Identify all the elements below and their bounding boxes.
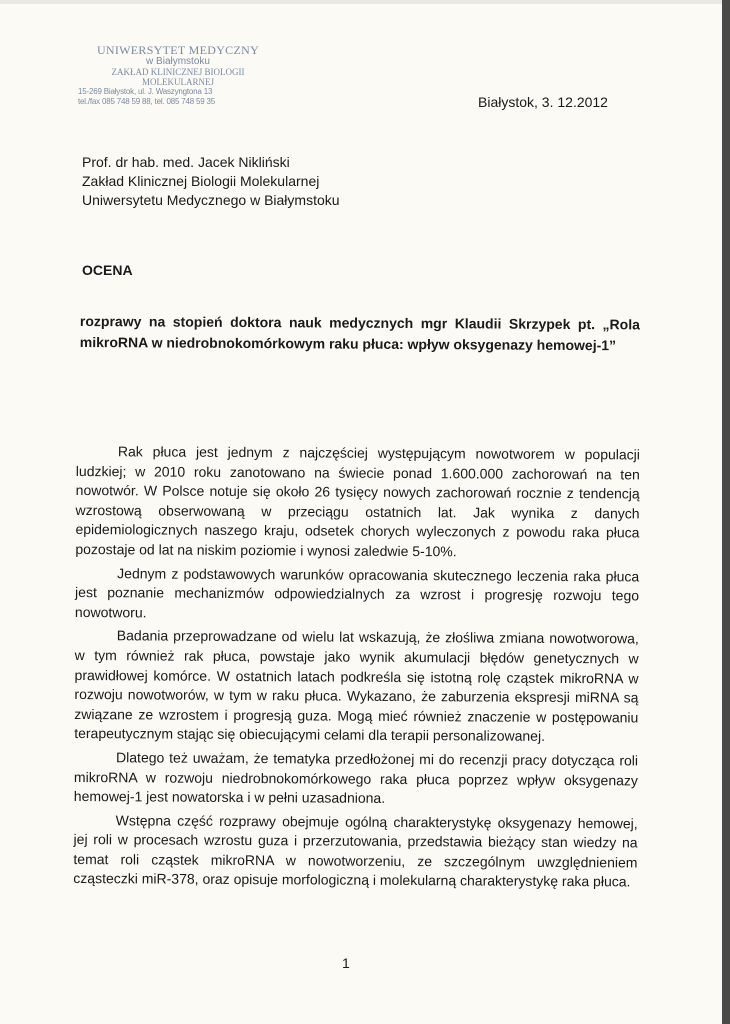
stamp-university: UNIWERSYTET MEDYCZNY <box>96 43 260 57</box>
institution-stamp <box>78 44 278 107</box>
recipient-block <box>82 153 340 210</box>
stamp-department: ZAKŁAD KLINICZNEJ BIOLOGII <box>111 67 245 77</box>
document-heading: OCENA <box>82 262 133 278</box>
recipient-department: Zakład Klinicznej Biologii Molekularnej <box>82 173 320 189</box>
stamp-address: 15-269 Białystok, ul. J. Waszyngtona 13 <box>78 87 213 96</box>
paragraph: Rak płuca jest jednym z najczęściej występującym nowotworem w populacji ludzkiej; w 2010 roku zanotowano na świecie ponad 1.600.000 zachorowań na ten nowotwór. W Polsce notuje się około 26 tysięcy nowych zachorowań rocznie z tendencją wzrostową obserwowaną w przeciągu ostatnich lat. Jak wynika z danych epidemiologicznych naszego kraju, odsetek chorych wyleczonych z powodu raka płuca pozostaje od lat na niskim poziomie i wynosi zaledwie 5-10%. <box>75 443 640 560</box>
recipient-name: Prof. dr hab. med. Jacek Nikliński <box>82 154 290 170</box>
document-subject: rozprawy na stopień doktora nauk medycznych mgr Klaudii Skrzypek pt. „Rola mikroRNA w niedrobnokomórkowym raku płuca: wpływ oksygenazy hemowej-1” <box>79 312 640 354</box>
scan-top-edge <box>0 0 722 4</box>
paragraph: Dlatego też uważam, że tematyka przedłożonej mi do recenzji pracy dotycząca roli mikroRNA w rozwoju niedrobnokomórkowego raka płuca poprzez wpływ oksygenazy hemowej-1 jest nowatorska i w pełni uzasadniona. <box>73 749 639 806</box>
stamp-phone: tel./fax 085 748 59 88, tel. 085 748 59 35 <box>78 97 216 106</box>
page-number: 1 <box>342 955 350 971</box>
recipient-university: Uniwersytetu Medycznego w Białymstoku <box>82 192 340 208</box>
paragraph: Wstępna część rozprawy obejmuje ogólną charakterystykę oksygenazy hemowej, jej roli w procesach wzrostu guza i przerzutowania, przedstawia bieżący stan wiedzy na temat roli cząstek mikroRNA w nowotworzeniu, ze szczególnym uwzględnieniem cząsteczki miR-378, oraz opisuje morfologiczną i molekularną charakterystykę raka płuca. <box>73 811 638 890</box>
stamp-city: w Białymstoku <box>146 56 210 67</box>
scan-right-edge <box>722 0 730 1024</box>
document-body <box>73 442 640 896</box>
paragraph: Jednym z podstawowych warunków opracowania skutecznego leczenia raka płuca jest poznanie mechanizmów odpowiedzialnych za wzrost i progresję rozwoju tego nowotworu. <box>74 564 640 621</box>
paragraph: Badania przeprowadzane od wielu lat wskazują, że złośliwa zmiana nowotworowa, w tym również rak płuca, powstaje jako wynik akumulacji błędów genetycznych w prawidłowej komórce. W ostatnich latach podkreśla się istotną rolę cząstek mikroRNA w rozwoju nowotworów, w tym w raku płuca. Wykazano, że zaburzenia ekspresji miRNA są związane ze wzrostem i progresją guza. Mogą mieć również znaczenie w postępowaniu terapeutycznym stając się obiecującymi celami dla terapii personalizowanej. <box>74 627 639 745</box>
stamp-department-2: MOLEKULARNEJ <box>142 77 214 87</box>
letter-date: Białystok, 3. 12.2012 <box>478 94 608 110</box>
